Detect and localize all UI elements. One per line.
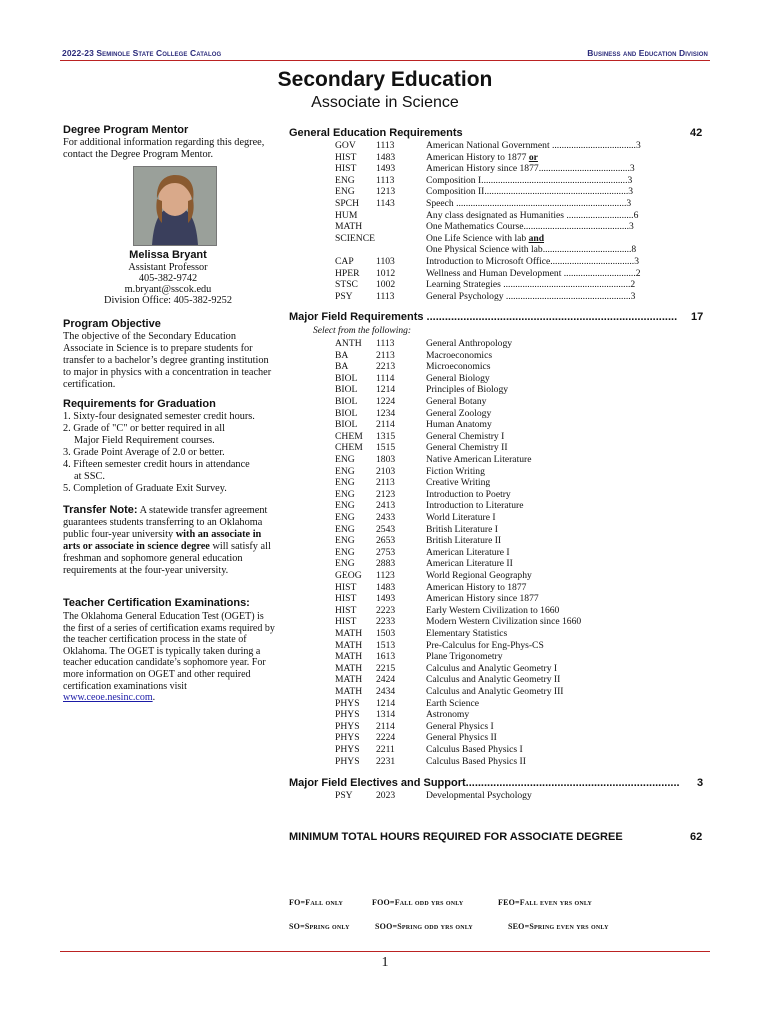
footer-rule: [60, 951, 710, 952]
course-title: American History since 1877: [426, 593, 539, 605]
course-number: 2231: [376, 755, 396, 767]
course-number: 2113: [376, 349, 395, 361]
teacher-text-block: [63, 611, 275, 704]
mentor-photo: [133, 166, 217, 246]
course-title: American Literature I: [426, 546, 510, 558]
course-prefix: SPCH: [335, 198, 359, 209]
course-number: 1483: [376, 151, 396, 163]
teacher-text-end: .: [152, 692, 156, 704]
course-title: General Anthropology: [426, 338, 513, 349]
course-number: 2114: [376, 419, 395, 431]
course-row: [335, 175, 675, 187]
course-prefix: MATH: [335, 639, 363, 651]
course-number: 1012: [376, 267, 396, 279]
objective-text: The objective of the Secondary Education Associate in Science is to prepare students for transfer to a bachelor’s degree granting institution to major in physics with a concentration in teacher certification.: [63, 331, 272, 390]
course-prefix: PHYS: [335, 744, 360, 755]
course-number: 2543: [376, 523, 396, 535]
course-title: Calculus and Analytic Geometry I: [426, 662, 558, 674]
course-prefix: CHEM: [335, 430, 363, 442]
course-title: World Literature I: [426, 512, 496, 523]
course-row: [335, 210, 675, 222]
course-number: 2211: [376, 744, 395, 755]
key-fo: FO=Fall only: [289, 898, 344, 907]
course-title: Human Anatomy: [426, 419, 492, 431]
minimum-hours-label: MINIMUM TOTAL HOURS REQUIRED FOR ASSOCIATE DEGREE: [289, 831, 623, 843]
course-row: [335, 570, 675, 582]
course-title: General Botany: [426, 396, 487, 407]
key-soo: SOO=Spring odd yrs only: [375, 922, 473, 931]
course-prefix: BA: [335, 361, 349, 373]
course-number: 2413: [376, 500, 396, 512]
course-prefix: PSY: [335, 790, 353, 801]
course-row: [335, 686, 675, 698]
course-title: Composition I.............................................................3: [426, 174, 633, 186]
page-number: 1: [381, 955, 389, 970]
course-prefix: HIST: [335, 604, 357, 616]
course-prefix: HIST: [335, 581, 357, 593]
course-row: [335, 466, 675, 478]
course-row: [335, 419, 675, 431]
course-prefix: ENG: [335, 488, 355, 500]
course-number: 2123: [376, 488, 396, 500]
course-number: 1213: [376, 186, 396, 198]
course-number: 1113: [376, 290, 395, 302]
key-feo: FEO=Fall even yrs only: [498, 898, 593, 907]
course-row: [335, 500, 675, 512]
course-title: Introduction to Literature: [426, 500, 524, 512]
course-prefix: ENG: [335, 535, 355, 547]
course-row: [335, 454, 675, 466]
course-prefix: PHYS: [335, 720, 360, 732]
course-title: American Literature II: [426, 558, 513, 570]
course-number: 2753: [376, 546, 396, 558]
course-row: [335, 709, 675, 721]
course-title: Early Western Civilization to 1660: [426, 604, 560, 616]
course-title: American History since 1877......................................3: [426, 163, 635, 175]
mentor-name: Melissa Bryant: [129, 249, 207, 261]
mentor-heading: Degree Program Mentor: [63, 124, 189, 136]
course-number: 2103: [376, 465, 396, 477]
course-prefix: GEOG: [335, 570, 362, 581]
header-rule: [60, 60, 710, 61]
course-number: 1002: [376, 279, 396, 291]
course-prefix: MATH: [335, 662, 363, 674]
course-prefix: ENG: [335, 523, 355, 535]
course-row: [335, 477, 675, 489]
course-title: American National Government ...................................3: [426, 140, 641, 151]
major-heading: Major Field Requirements ..................................................................................: [289, 311, 678, 323]
course-prefix: MATH: [335, 221, 363, 233]
teacher-text: The Oklahoma General Education Test (OGET) is the first of a series of certification exams required by the teacher certification process in the state of Oklahoma. The OGET is typically taken during a teacher education candidate’s sophomore year. For more information on OGET and other required certification examinations visit: [63, 611, 275, 692]
course-row: [335, 616, 675, 628]
course-title: Pre-Calculus for Eng-Phys-CS: [426, 639, 544, 651]
graduation-item: 2. Grade of "C" or better required in all: [63, 423, 225, 434]
transfer-note: [63, 504, 275, 577]
course-prefix: CHEM: [335, 442, 363, 454]
course-row: [335, 186, 675, 198]
graduation-heading: Requirements for Graduation: [63, 398, 216, 410]
course-prefix: BIOL: [335, 396, 358, 407]
course-prefix: BIOL: [335, 407, 358, 419]
course-title: One Life Science with lab and: [426, 232, 545, 244]
course-number: 1493: [376, 163, 396, 175]
page-title: Secondary Education: [277, 68, 493, 91]
course-row: [335, 547, 675, 559]
course-title: Plane Trigonometry: [426, 651, 503, 663]
mentor-office-phone: Division Office: 405-382-9252: [104, 295, 232, 306]
course-row: [335, 268, 675, 280]
course-number: 1123: [376, 570, 395, 581]
course-row: [335, 198, 675, 210]
course-title: American History to 1877 or: [426, 151, 538, 163]
course-number: 1613: [376, 651, 396, 663]
course-prefix: HIST: [335, 593, 357, 605]
course-prefix: SCIENCE: [335, 232, 375, 244]
electives-hours: 3: [697, 777, 704, 789]
course-number: 2653: [376, 535, 396, 547]
course-title: General Biology: [426, 372, 490, 384]
course-title: Astronomy: [426, 709, 470, 721]
course-row: [335, 244, 675, 256]
course-prefix: MATH: [335, 628, 363, 639]
course-prefix: HUM: [335, 209, 358, 221]
course-row: [335, 640, 675, 652]
course-row: [335, 373, 675, 385]
course-title: One Physical Science with lab.....................................8: [426, 244, 637, 256]
course-number: 1113: [376, 174, 395, 186]
major-hours: 17: [691, 311, 704, 323]
course-number: 1214: [376, 697, 396, 709]
course-prefix: PSY: [335, 290, 353, 302]
course-title: Microeconomics: [426, 361, 491, 373]
course-row: [335, 535, 675, 547]
course-number: 1803: [376, 454, 396, 465]
course-title: American History to 1877: [426, 581, 527, 593]
course-number: 2224: [376, 732, 396, 744]
course-row: [335, 163, 675, 175]
course-title: Introduction to Microsoft Office...................................3: [426, 256, 639, 267]
course-number: 2233: [376, 616, 396, 628]
graduation-item: at SSC.: [74, 471, 105, 482]
course-row: [335, 291, 675, 303]
course-prefix: ENG: [335, 500, 355, 512]
course-number: 1103: [376, 256, 395, 267]
mentor-role: Assistant Professor: [128, 262, 208, 273]
course-number: 1513: [376, 639, 396, 651]
course-prefix: ENG: [335, 512, 355, 523]
course-title: Macroeconomics: [426, 349, 493, 361]
course-number: 2213: [376, 361, 396, 373]
electives-table: [335, 790, 675, 802]
course-number: 1113: [376, 140, 395, 151]
key-so: SO=Spring only: [289, 922, 350, 931]
course-row: [335, 593, 675, 605]
transfer-text: A statewide transfer agreement guarantees students transferring to an Oklahoma public four-year university: [63, 505, 268, 540]
course-row: [335, 744, 675, 756]
course-prefix: ENG: [335, 558, 355, 570]
course-row: [335, 605, 675, 617]
course-number: 1114: [376, 372, 395, 384]
minimum-hours-value: 62: [690, 831, 703, 843]
major-table: [335, 338, 675, 767]
course-title: General Chemistry II: [426, 442, 508, 454]
course-number: 2433: [376, 512, 396, 523]
course-row: [335, 790, 675, 802]
course-number: 1515: [376, 442, 396, 454]
course-row: [335, 396, 675, 408]
teacher-heading: Teacher Certification Examinations:: [63, 597, 250, 609]
course-row: [335, 256, 675, 268]
course-prefix: ANTH: [335, 338, 362, 349]
course-prefix: BA: [335, 349, 349, 361]
course-row: [335, 384, 675, 396]
course-row: [335, 361, 675, 373]
course-title: Elementary Statistics: [426, 628, 508, 639]
gen-ed-hours: 42: [690, 127, 703, 139]
course-prefix: HIST: [335, 616, 357, 628]
course-number: 1483: [376, 581, 396, 593]
course-row: [335, 431, 675, 443]
course-row: [335, 651, 675, 663]
graduation-item: 1. Sixty-four designated semester credit hours.: [63, 411, 255, 422]
course-number: 1224: [376, 396, 396, 407]
course-row: [335, 489, 675, 501]
course-number: 2215: [376, 662, 396, 674]
course-row: [335, 442, 675, 454]
course-title: Calculus Based Physics II: [426, 755, 526, 767]
course-row: [335, 152, 675, 164]
course-number: 2883: [376, 558, 396, 570]
mentor-intro: For additional information regarding this degree, contact the Degree Program Mentor.: [63, 137, 265, 160]
course-title: Creative Writing: [426, 477, 491, 489]
transfer-heading: Transfer Note:: [63, 504, 138, 516]
ceoe-link[interactable]: www.ceoe.nesinc.com: [63, 692, 153, 704]
mentor-phone: 405-382-9742: [138, 273, 198, 284]
transfer-bold: with an associate in arts or associate in science degree: [63, 529, 262, 552]
page-subtitle: Associate in Science: [311, 94, 459, 111]
course-row: [335, 756, 675, 768]
course-row: [335, 279, 675, 291]
course-prefix: ENG: [335, 477, 355, 489]
course-prefix: CAP: [335, 256, 354, 267]
graduation-item: 5. Completion of Graduate Exit Survey.: [63, 483, 227, 494]
course-title: Any class designated as Humanities ............................6: [426, 209, 639, 221]
key-seo: SEO=Spring even yrs only: [508, 922, 609, 931]
course-row: [335, 732, 675, 744]
electives-heading: Major Field Electives and Support......................................................................: [289, 777, 680, 789]
course-prefix: PHYS: [335, 755, 360, 767]
key-foo: FOO=Fall odd yrs only: [372, 898, 464, 907]
course-title: Modern Western Civilization since 1660: [426, 616, 582, 628]
graduation-list: [63, 411, 278, 495]
course-prefix: PHYS: [335, 709, 360, 721]
course-row: [335, 698, 675, 710]
course-prefix: MATH: [335, 651, 363, 663]
graduation-item: Major Field Requirement courses.: [74, 435, 215, 446]
course-prefix: HPER: [335, 267, 360, 279]
mentor-email[interactable]: m.bryant@sscok.edu: [124, 284, 212, 295]
course-prefix: MATH: [335, 674, 363, 686]
course-prefix: ENG: [335, 174, 355, 186]
transfer-text-end: will satisfy all freshman and sophomore general education requirements at the four-year university.: [63, 541, 271, 576]
course-prefix: HIST: [335, 151, 357, 163]
select-note: Select from the following:: [313, 326, 412, 336]
course-number: 2424: [376, 674, 396, 686]
course-row: [335, 350, 675, 362]
graduation-item: 3. Grade Point Average of 2.0 or better.: [63, 447, 225, 458]
course-prefix: MATH: [335, 686, 363, 697]
course-title: Fiction Writing: [426, 465, 485, 477]
course-title: Developmental Psychology: [426, 790, 532, 801]
course-prefix: ENG: [335, 546, 355, 558]
course-title: Earth Science: [426, 697, 480, 709]
course-prefix: PHYS: [335, 732, 360, 744]
mentor-photo-image: [134, 167, 216, 245]
objective-heading: Program Objective: [63, 318, 161, 330]
course-title: General Chemistry I: [426, 430, 505, 442]
course-title: General Zoology: [426, 407, 492, 419]
course-row: [335, 233, 675, 245]
course-title: Principles of Biology: [426, 384, 509, 396]
course-number: 2114: [376, 720, 395, 732]
catalog-header: 2022-23 Seminole State College Catalog: [62, 48, 222, 58]
course-number: 2223: [376, 604, 396, 616]
course-row: [335, 628, 675, 640]
course-prefix: PHYS: [335, 697, 360, 709]
course-title: Composition II............................................................3: [426, 186, 634, 198]
course-number: 2434: [376, 686, 396, 697]
course-row: [335, 221, 675, 233]
course-number: 1143: [376, 198, 395, 209]
course-row: [335, 524, 675, 536]
course-title: British Literature II: [426, 535, 502, 547]
course-prefix: BIOL: [335, 384, 358, 396]
course-row: [335, 582, 675, 594]
course-prefix: BIOL: [335, 372, 358, 384]
course-title: Native American Literature: [426, 454, 532, 465]
course-title: General Physics II: [426, 732, 497, 744]
course-title: British Literature I: [426, 523, 498, 535]
course-number: 2023: [376, 790, 396, 801]
course-number: 1214: [376, 384, 396, 396]
course-row: [335, 674, 675, 686]
division-header: Business and Education Division: [587, 48, 708, 58]
course-title: Calculus and Analytic Geometry III: [426, 686, 564, 697]
course-row: [335, 558, 675, 570]
course-number: 2113: [376, 477, 395, 489]
course-title: Speech .......................................................................3: [426, 198, 632, 209]
course-number: 1314: [376, 709, 396, 721]
course-row: [335, 140, 675, 152]
course-number: 1315: [376, 430, 396, 442]
course-number: 1234: [376, 407, 396, 419]
graduation-item: 4. Fifteen semester credit hours in attendance: [63, 459, 250, 470]
course-title: Learning Strategies .....................................................2: [426, 279, 636, 291]
course-title: Calculus and Analytic Geometry II: [426, 674, 561, 686]
course-title: General Physics I: [426, 720, 494, 732]
course-prefix: BIOL: [335, 419, 358, 431]
course-row: [335, 338, 675, 350]
course-number: 1503: [376, 628, 396, 639]
course-title: One Mathematics Course............................................3: [426, 221, 634, 233]
course-prefix: ENG: [335, 465, 355, 477]
course-prefix: STSC: [335, 279, 358, 291]
course-title: Wellness and Human Development ..............................2: [426, 267, 641, 279]
course-prefix: ENG: [335, 454, 355, 465]
course-row: [335, 721, 675, 733]
course-prefix: ENG: [335, 186, 355, 198]
course-number: 1493: [376, 593, 396, 605]
course-prefix: HIST: [335, 163, 357, 175]
course-title: General Psychology ....................................................3: [426, 290, 636, 302]
course-title: Calculus Based Physics I: [426, 744, 523, 755]
gen-ed-table: [335, 140, 675, 302]
gen-ed-heading: General Education Requirements: [289, 127, 463, 139]
course-title: Introduction to Poetry: [426, 488, 511, 500]
course-row: [335, 408, 675, 420]
course-row: [335, 512, 675, 524]
course-title: World Regional Geography: [426, 570, 532, 581]
course-prefix: GOV: [335, 140, 356, 151]
course-number: 1113: [376, 338, 395, 349]
course-row: [335, 663, 675, 675]
